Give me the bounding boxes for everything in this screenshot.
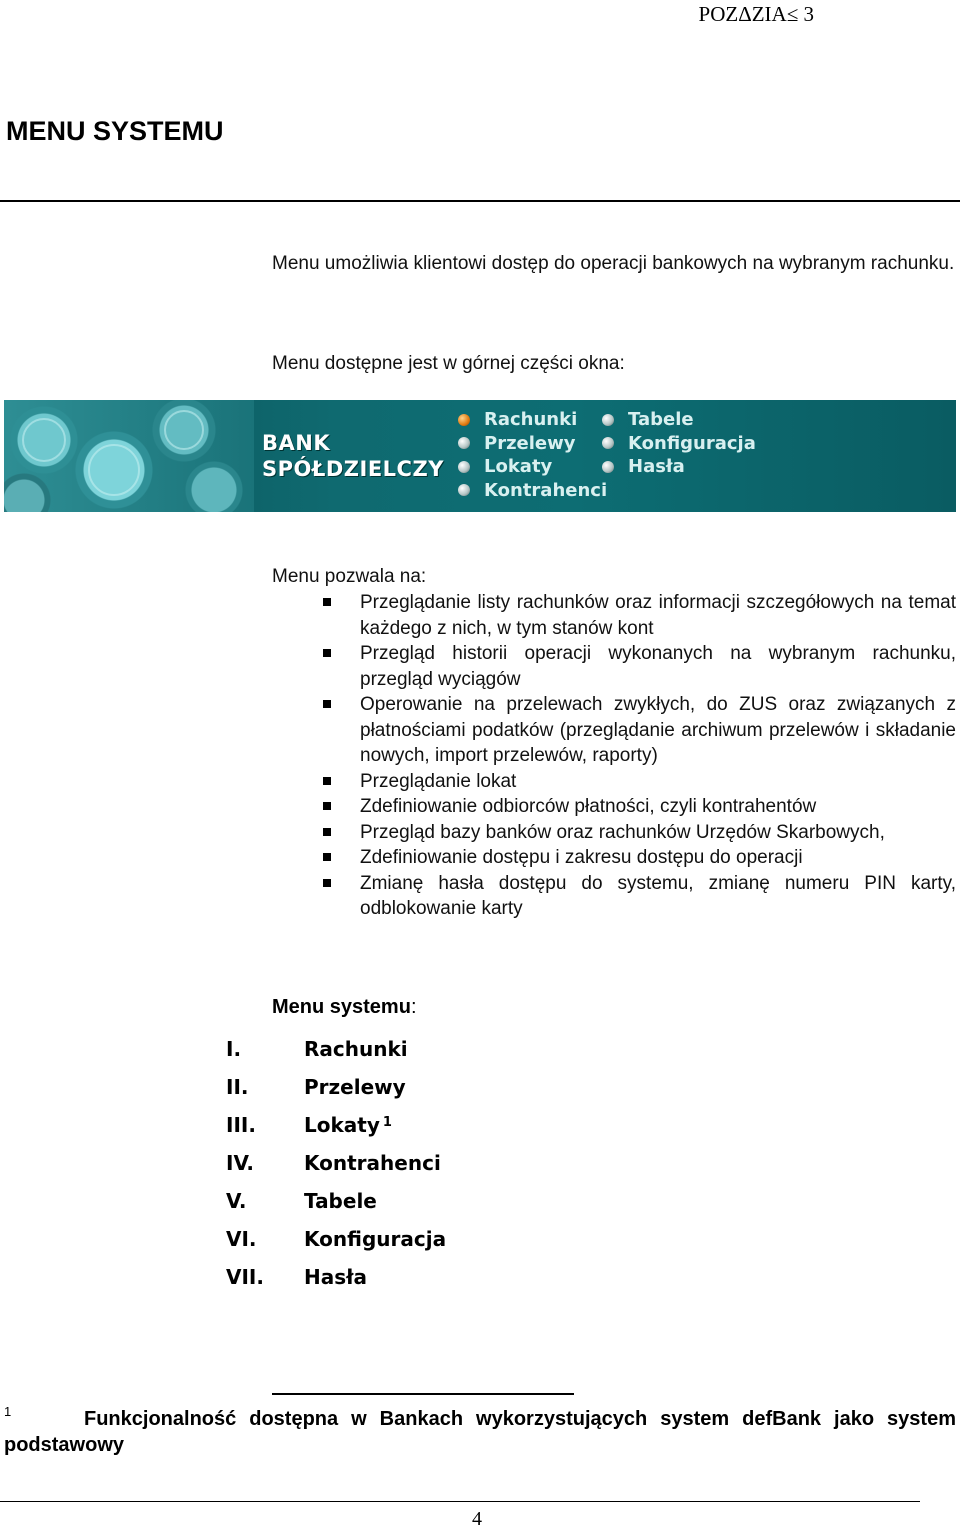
list-item: Przeglądanie listy rachunków oraz informacji szczegółowych na temat każdego z nich, w tym stanów kont — [360, 590, 956, 641]
bullet-icon — [458, 484, 470, 496]
system-menu-item — [226, 1182, 446, 1220]
banner-menu-label: Lokaty — [484, 456, 553, 478]
banner-menu-label: Kontrahenci — [484, 479, 608, 501]
banner-menu-label: Konfiguracja — [628, 432, 756, 454]
item-number: III. — [226, 1113, 256, 1137]
item-number: II. — [226, 1075, 249, 1099]
bullet-icon — [458, 437, 470, 449]
item-number: VI. — [226, 1227, 257, 1251]
bullet-icon — [458, 461, 470, 473]
active-bullet-icon — [458, 414, 470, 426]
system-menu-list — [226, 1030, 446, 1296]
system-menu-item — [226, 1258, 446, 1296]
footnote-mark: 1 — [4, 1404, 12, 1419]
banner-menu-item-hasla[interactable] — [602, 455, 756, 479]
square-bullet-icon — [323, 879, 331, 887]
list-item: Zdefiniowanie odbiorców płatności, czyli kontrahentów — [360, 794, 956, 820]
square-bullet-icon — [323, 853, 331, 861]
title-divider — [0, 200, 960, 202]
item-number: IV. — [226, 1151, 254, 1175]
square-bullet-icon — [323, 802, 331, 810]
system-menu-item — [226, 1144, 446, 1182]
footnote-divider — [272, 1393, 574, 1395]
banner-menu-item-przelewy[interactable] — [458, 432, 607, 456]
bullet-icon — [602, 437, 614, 449]
item-label: Lokaty — [304, 1113, 380, 1137]
square-bullet-icon — [323, 598, 331, 606]
banner-menu-label: Hasła — [628, 456, 685, 478]
banner-menu-item-kontrahenci[interactable] — [458, 479, 607, 503]
system-menu-item — [226, 1106, 446, 1144]
banner-menu-column-1 — [458, 408, 607, 502]
footnote-text: Funkcjonalność dostępna w Bankach wykorzystujących system defBank jako system podstawowy — [4, 1408, 956, 1456]
list-item: Zdefiniowanie dostępu i zakresu dostępu do operacji — [360, 845, 956, 871]
features-intro: Menu pozwala na: — [272, 566, 427, 587]
square-bullet-icon — [323, 700, 331, 708]
intro-paragraph: Menu umożliwia klientowi dostęp do operacji bankowych na wybranym rachunku. — [272, 253, 955, 274]
item-label: Hasła — [304, 1265, 368, 1289]
banner-menu-label: Rachunki — [484, 409, 578, 431]
banner-menu-column-2 — [602, 408, 756, 479]
system-menu-item — [226, 1220, 446, 1258]
system-menu-heading: Menu systemu: — [272, 996, 417, 1018]
list-item: Przegląd bazy banków oraz rachunków Urzędów Skarbowych, — [360, 820, 956, 846]
banner-menu-item-konfiguracja[interactable] — [602, 432, 756, 456]
feature-list — [360, 590, 956, 922]
square-bullet-icon — [323, 649, 331, 657]
banner-menu-item-lokaty[interactable] — [458, 455, 607, 479]
footnote-ref[interactable]: 1 — [382, 1114, 392, 1130]
bank-logo-line2: SPÓŁDZIELCZY — [262, 457, 444, 481]
list-item: Przeglądanie lokat — [360, 769, 956, 795]
item-number: I. — [226, 1037, 242, 1061]
bullet-icon — [602, 414, 614, 426]
list-item: Przegląd historii operacji wykonanych na wybranym rachunku, przegląd wyciągów — [360, 641, 956, 692]
item-label: Kontrahenci — [304, 1151, 441, 1175]
square-bullet-icon — [323, 828, 331, 836]
item-label: Tabele — [304, 1189, 377, 1213]
section-title: MENU SYSTEMU — [6, 116, 224, 146]
page-number: 4 — [472, 1508, 482, 1527]
system-menu-item — [226, 1030, 446, 1068]
menu-location-paragraph: Menu dostępne jest w górnej części okna: — [272, 353, 625, 374]
list-item: Zmianę hasła dostępu do systemu, zmianę numeru PIN karty, odblokowanie karty — [360, 871, 956, 922]
banner-menu-item-rachunki[interactable] — [458, 408, 607, 432]
banner-menu-label: Przelewy — [484, 432, 576, 454]
chapter-header: POZΔZIA≤ 3 — [698, 2, 814, 26]
coins-image — [4, 400, 254, 512]
banner-menu-label: Tabele — [628, 409, 694, 431]
item-number: V. — [226, 1189, 247, 1213]
bank-menu-banner — [4, 400, 956, 512]
bullet-icon — [602, 461, 614, 473]
system-menu-item — [226, 1068, 446, 1106]
item-label: Przelewy — [304, 1075, 406, 1099]
item-label: Konfiguracja — [304, 1227, 447, 1251]
footer-divider — [0, 1501, 920, 1502]
item-number: VII. — [226, 1265, 264, 1289]
square-bullet-icon — [323, 777, 331, 785]
list-item: Operowanie na przelewach zwykłych, do ZUS oraz związanych z płatnościami podatków (przeglądanie archiwum przelewów i składanie nowych, import przelewów, raporty) — [360, 692, 956, 769]
banner-menu-item-tabele[interactable] — [602, 408, 756, 432]
item-label: Rachunki — [304, 1037, 408, 1061]
bank-logo-text — [262, 430, 444, 482]
bank-logo-line1: BANK — [262, 431, 331, 455]
